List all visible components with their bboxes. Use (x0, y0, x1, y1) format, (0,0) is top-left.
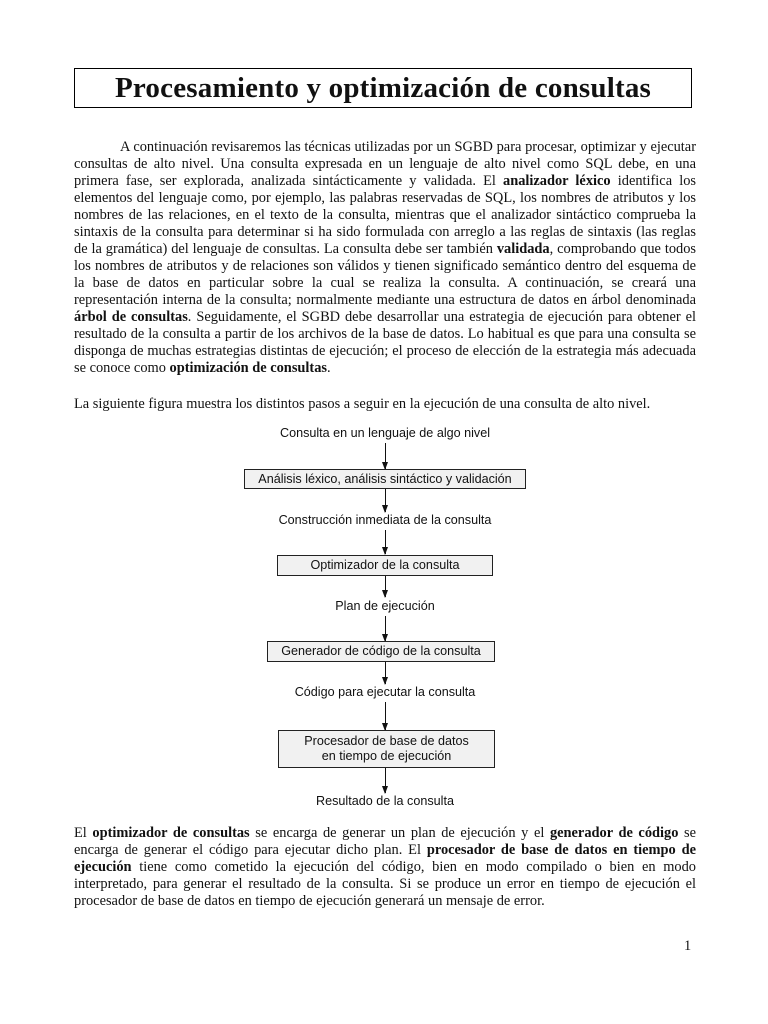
flow-code-label: Código para ejecutar la consulta (294, 685, 476, 699)
flow-box-analysis (244, 469, 526, 489)
text-run: , comprobando que todos los nombres de atributos y de relaciones son válidos y tienen significado semántico dentro del esquema de la base de datos en particular sobre la cual se realiza la consulta. A continuación, se creará una representación interna de la consulta; normalmente mediante una estructura de datos en árbol denominada (74, 241, 697, 308)
flow-plan-label: Plan de ejecución (335, 599, 435, 613)
bold-term: optimización de consultas (169, 360, 328, 376)
flow-box-runtime-processor (278, 730, 495, 768)
title-box (74, 68, 692, 108)
text-run: se encarga de generar el código para ejecutar dicho plan. El (74, 825, 697, 858)
flow-result-label: Resultado de la consulta (316, 794, 454, 808)
text-run: El (74, 825, 93, 841)
flow-arrow (385, 662, 386, 684)
text-run: tiene como cometido la ejecución del código, bien en modo compilado o bien en modo interpretado, para generar el resultado de la consulta. Si se produce un error en tiempo de ejecución el procesador de base de datos en tiempo de ejecución generará un mensaje de error. (74, 859, 696, 909)
paragraph-conclusion (74, 825, 696, 910)
text-run: se encarga de generar un plan de ejecución y el (249, 825, 550, 841)
paragraph-intro (74, 139, 696, 377)
flow-box-code-generator (267, 641, 495, 662)
flow-arrow (385, 489, 386, 512)
flow-box-optimizer-label: Optimizador de la consulta (310, 558, 460, 572)
bold-term: analizador léxico (503, 173, 611, 189)
flow-box-optimizer (277, 555, 493, 576)
bold-term: generador de código (549, 825, 679, 841)
text-run: . (327, 360, 331, 376)
bold-term: validada (496, 241, 550, 257)
flow-arrow (385, 702, 386, 730)
page-number: 1 (684, 938, 692, 954)
flow-diagram (200, 424, 570, 816)
bold-term: procesador de base de datos en tiempo de ejecución (74, 842, 696, 875)
flow-arrow (385, 443, 386, 469)
text-run: . Seguidamente, el SGBD debe desarrollar una estrategia de ejecución para obtener el resultado de la consulta a partir de los archivos de la base de datos. Lo habitual es que para una consulta se disponga de muchas estrategias distintas de ejecución; el proceso de elección de la estrategia más adecuada se conoce como (74, 309, 696, 376)
flow-box-code-generator-label: Generador de código de la consulta (281, 644, 481, 658)
flow-construction-label: Construcción inmediata de la consulta (278, 513, 492, 527)
flow-box-runtime-line1: Procesador de base de datos (304, 734, 469, 748)
bold-term: árbol de consultas (74, 309, 188, 325)
flow-arrow (385, 530, 386, 554)
bold-term: optimizador de consultas (92, 825, 250, 841)
flow-arrow (385, 576, 386, 597)
page-title: Procesamiento y optimización de consultas (114, 71, 652, 104)
paragraph-intro-text (74, 139, 696, 376)
flow-arrow (385, 616, 386, 641)
text-run: identifica los elementos del lenguaje como, por ejemplo, las palabras reservadas de SQL, los nombres de atributos y los nombres de las relaciones, en el texto de la consulta, mientras que el analizador sintáctico comprueba la sintaxis de la consulta para determinar si ha sido formulada con arreglo a las reglas de sintaxis (las reglas de la gramática) del lenguaje de consultas. La consulta debe ser también (74, 173, 697, 257)
text-run: A continuación revisaremos las técnicas utilizadas por un SGBD para procesar, optimizar y ejecutar consultas de alto nivel. Una consulta expresada en un lenguaje de alto nivel como SQL debe, en una primera fase, ser explorada, analizada sintácticamente y validada. El (74, 139, 696, 189)
flow-box-analysis-label: Análisis léxico, análisis sintáctico y validación (258, 471, 512, 486)
flow-box-runtime-line2: en tiempo de ejecución (321, 749, 452, 763)
flow-start-label: Consulta en un lenguaje de algo nivel (279, 426, 491, 440)
flow-arrow (385, 768, 386, 793)
paragraph-figure-intro: La siguiente figura muestra los distintos pasos a seguir en la ejecución de una consulta de alto nivel. (74, 396, 651, 412)
